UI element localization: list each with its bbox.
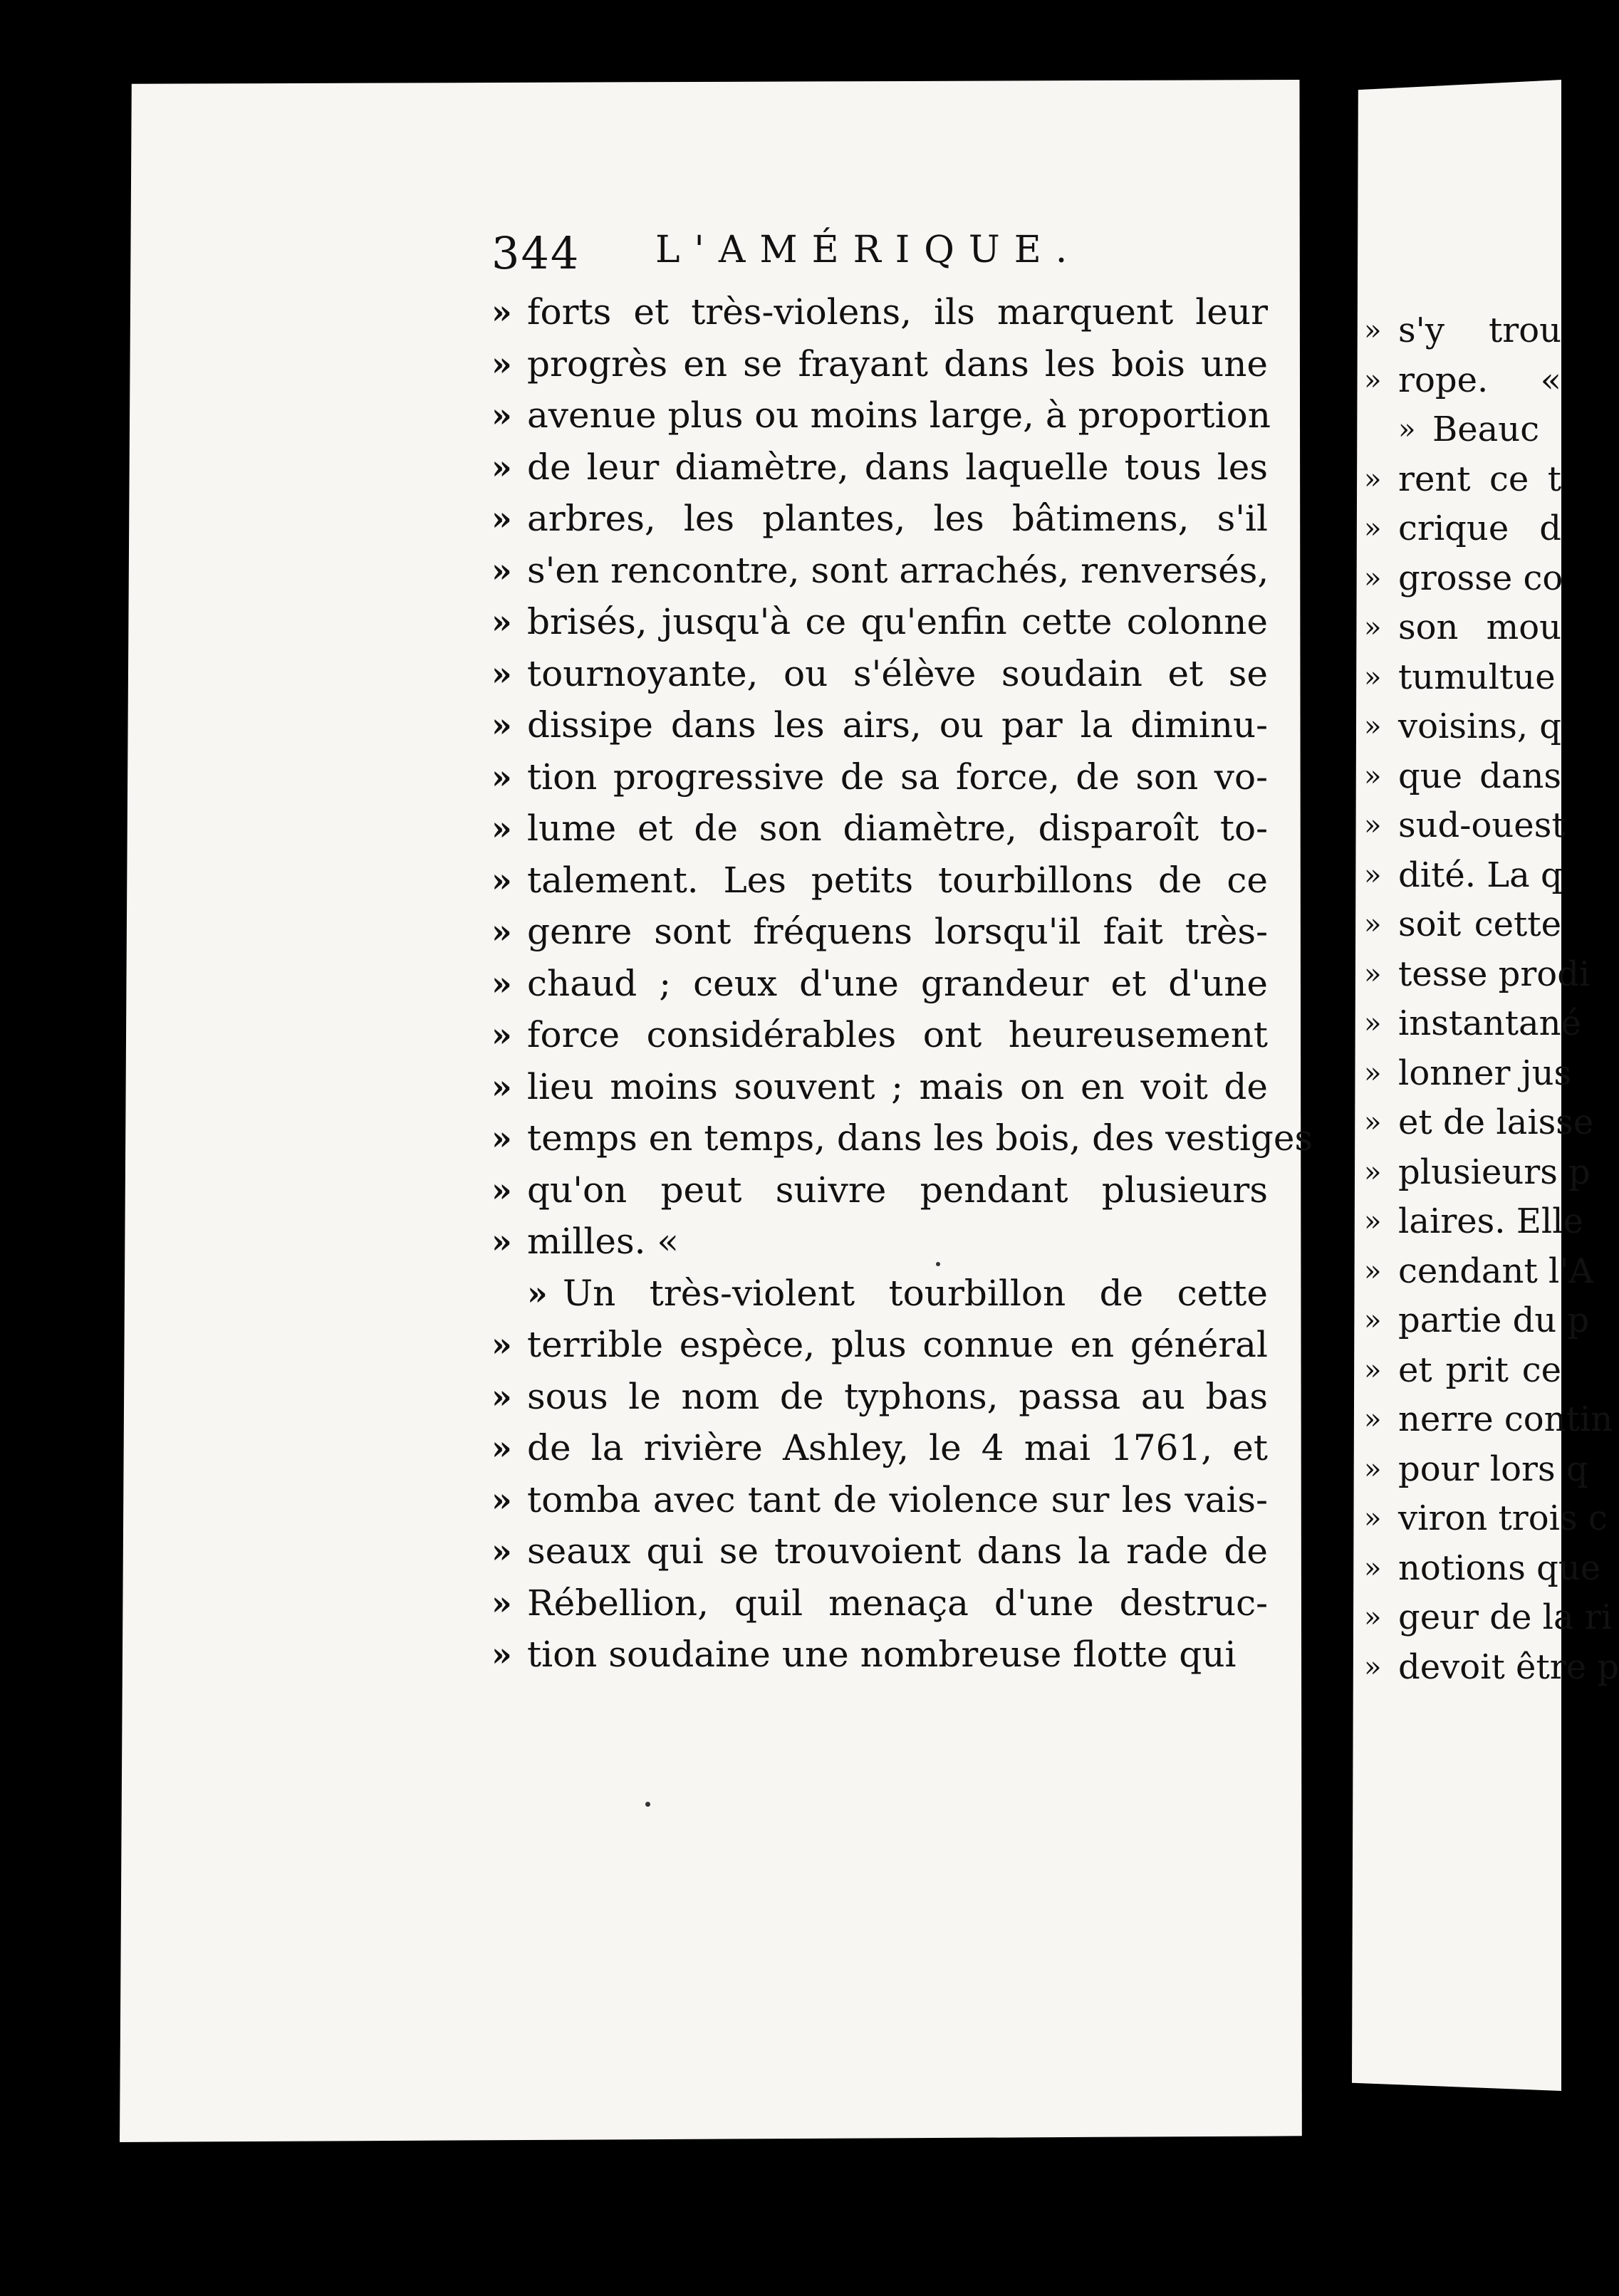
line-text: plusieurs p: [1398, 1152, 1591, 1192]
quote-mark: »: [1364, 1155, 1382, 1189]
line-text: dité. La q: [1398, 855, 1563, 895]
quote-mark: »: [491, 1170, 512, 1209]
right-line: [1364, 405, 1561, 455]
line-text: soit cette: [1398, 904, 1561, 944]
right-line: [1364, 356, 1561, 406]
left-line: [491, 855, 1268, 907]
right-line: [1364, 801, 1566, 851]
right-line: [1364, 851, 1561, 901]
line-text: Rébellion, quil menaça d'une destruc-: [527, 1582, 1268, 1624]
left-line: [491, 286, 1268, 338]
line-text: laires. Elle: [1398, 1201, 1583, 1241]
left-line: [491, 1061, 1268, 1113]
line-text: lume et de son diamètre, disparoît to-: [527, 808, 1268, 849]
right-line: [1364, 306, 1561, 356]
left-line: [491, 751, 1268, 803]
quote-mark: »: [1364, 462, 1382, 496]
quote-mark: »: [1364, 1601, 1382, 1634]
left-line: [491, 1268, 1268, 1320]
line-text: forts et très-violens, ils marquent leur: [527, 291, 1268, 333]
left-line: [491, 906, 1268, 958]
line-text: tion soudaine une nombreuse flotte qui: [527, 1634, 1237, 1675]
right-line: [1364, 1197, 1583, 1247]
quote-mark: »: [491, 293, 512, 331]
quote-mark: »: [1398, 413, 1416, 446]
line-text: que dans: [1398, 756, 1561, 796]
right-line: [1364, 1346, 1561, 1396]
line-text: tomba avec tant de violence sur les vais-: [527, 1478, 1268, 1520]
line-text: lieu moins souvent ; mais on en voit de: [527, 1065, 1268, 1107]
paper-speck: [936, 1262, 940, 1266]
line-text: brisés, jusqu'à ce qu'enfin cette colonne: [527, 601, 1268, 642]
left-line: [491, 699, 1268, 751]
left-line: [491, 1112, 1313, 1164]
right-line: [1364, 999, 1581, 1049]
left-line: [491, 1371, 1268, 1423]
right-line: [1364, 1296, 1590, 1346]
line-text: instantané: [1398, 1003, 1581, 1043]
line-text: genre sont fréquens lorsqu'il fait très-: [527, 911, 1268, 952]
right-line: [1364, 752, 1561, 802]
line-text: temps en temps, dans les bois, des vestiges: [527, 1117, 1313, 1159]
line-text: nerre contin: [1398, 1399, 1613, 1439]
left-page-text: [491, 286, 1313, 1681]
quote-mark: »: [527, 1273, 548, 1313]
quote-mark: »: [491, 1583, 512, 1622]
left-line: [491, 648, 1268, 700]
line-text: lonner jus: [1398, 1053, 1572, 1093]
line-text: dissipe dans les airs, ou par la diminu-: [527, 704, 1268, 746]
right-line: [1364, 455, 1561, 505]
quote-mark: »: [491, 706, 512, 744]
left-line: [491, 442, 1268, 494]
left-line: [491, 1216, 1268, 1268]
quote-mark: »: [1364, 611, 1382, 644]
quote-mark: »: [1364, 957, 1382, 991]
line-text: talement. Les petits tourbillons de ce: [527, 859, 1268, 901]
line-text: progrès en se frayant dans les bois une: [527, 343, 1268, 385]
quote-mark: »: [491, 499, 512, 538]
left-line: [491, 958, 1268, 1010]
line-text: de la rivière Ashley, le 4 mai 1761, et: [527, 1427, 1268, 1468]
quote-mark: »: [1364, 1452, 1382, 1486]
line-text: avenue plus ou moins large, à proportion: [527, 395, 1271, 436]
line-text: geur de la ri: [1398, 1597, 1613, 1637]
quote-mark: »: [491, 1222, 512, 1261]
quote-mark: »: [491, 757, 512, 796]
line-text: et prit ce: [1398, 1350, 1561, 1390]
quote-mark: »: [1364, 314, 1382, 347]
line-text: pour lors q: [1398, 1449, 1588, 1489]
line-text: tesse prodi: [1398, 954, 1591, 994]
right-line: [1364, 1049, 1572, 1099]
quote-mark: »: [491, 1532, 512, 1570]
quote-mark: »: [491, 860, 512, 899]
quote-mark: »: [1364, 1254, 1382, 1288]
right-line: [1364, 1593, 1613, 1643]
right-line: [1364, 900, 1561, 950]
paper-speck: [645, 1802, 650, 1807]
quote-mark: »: [1364, 710, 1382, 743]
quote-mark: »: [1364, 660, 1382, 694]
line-text: Un très-violent tourbillon de cette: [563, 1272, 1268, 1314]
left-line: [491, 545, 1268, 597]
line-text: tournoyante, ou s'élève soudain et se: [527, 652, 1268, 694]
line-text: terrible espèce, plus connue en général: [527, 1324, 1268, 1365]
left-line: [491, 1009, 1268, 1061]
right-line: [1364, 1247, 1594, 1297]
left-line: [491, 1525, 1268, 1577]
quote-mark: »: [491, 964, 512, 1003]
quote-mark: »: [1364, 1106, 1382, 1139]
page-header: [491, 217, 1332, 281]
right-line: [1364, 1148, 1591, 1198]
line-text: partie du p: [1398, 1300, 1590, 1340]
line-text: voisins, q: [1398, 706, 1561, 746]
line-text: grosse co: [1398, 558, 1563, 598]
quote-mark: »: [491, 447, 512, 486]
line-text: viron trois c: [1398, 1498, 1608, 1538]
line-text: rent ce t: [1398, 459, 1561, 499]
right-line: [1364, 1098, 1594, 1148]
line-text: s'y trou: [1398, 311, 1561, 350]
quote-mark: »: [1364, 858, 1382, 892]
right-line: [1364, 1643, 1619, 1693]
quote-mark: »: [1364, 1205, 1382, 1238]
line-text: Beauc: [1432, 409, 1540, 449]
page-number: 344: [491, 227, 581, 279]
left-line: [491, 1422, 1268, 1474]
line-text: tion progressive de sa force, de son vo-: [527, 756, 1268, 798]
quote-mark: »: [491, 1119, 512, 1157]
line-text: rope. «: [1398, 360, 1561, 400]
line-text: devoit être p: [1398, 1647, 1619, 1687]
line-text: qu'on peut suivre pendant plusieurs: [527, 1169, 1268, 1211]
left-line: [491, 596, 1268, 648]
right-line: [1364, 504, 1561, 554]
quote-mark: »: [1364, 1650, 1382, 1684]
line-text: milles. «: [527, 1221, 680, 1262]
left-line: [491, 1629, 1268, 1681]
right-line: [1364, 1494, 1608, 1544]
line-text: notions que: [1398, 1548, 1601, 1588]
quote-mark: »: [491, 1480, 512, 1519]
left-line: [491, 803, 1268, 855]
quote-mark: »: [491, 1429, 512, 1467]
left-line: [491, 1164, 1268, 1216]
quote-mark: »: [1364, 1007, 1382, 1040]
right-line: [1364, 554, 1561, 604]
quote-mark: »: [1364, 1056, 1382, 1090]
right-line: [1364, 1395, 1613, 1445]
right-line: [1364, 1445, 1588, 1495]
quote-mark: »: [1364, 1551, 1382, 1585]
line-text: chaud ; ceux d'une grandeur et d'une: [527, 962, 1268, 1004]
right-line: [1364, 950, 1591, 1000]
left-line: [491, 1319, 1268, 1371]
right-line: [1364, 1544, 1601, 1594]
quote-mark: »: [491, 396, 512, 434]
quote-mark: »: [1364, 512, 1382, 545]
line-text: s'en rencontre, sont arrachés, renversés,: [527, 549, 1269, 591]
line-text: sud-ouest: [1398, 805, 1566, 845]
left-line: [491, 493, 1268, 545]
left-line: [491, 338, 1268, 390]
line-text: tumultue: [1398, 657, 1556, 697]
quote-mark: »: [1364, 759, 1382, 793]
quote-mark: »: [1364, 908, 1382, 941]
line-text: crique d: [1398, 508, 1561, 548]
quote-mark: »: [491, 912, 512, 951]
left-line: [491, 1474, 1268, 1526]
quote-mark: »: [491, 550, 512, 590]
quote-mark: »: [491, 1635, 512, 1674]
line-text: sous le nom de typhons, passa au bas: [527, 1375, 1268, 1417]
right-page-text: [1364, 306, 1619, 1692]
quote-mark: »: [491, 809, 512, 847]
line-text: cendant l'A: [1398, 1251, 1594, 1291]
quote-mark: »: [491, 1067, 512, 1106]
quote-mark: »: [1364, 363, 1382, 397]
quote-mark: »: [491, 344, 512, 383]
quote-mark: »: [1364, 561, 1382, 595]
quote-mark: »: [491, 1016, 512, 1054]
quote-mark: »: [491, 1325, 512, 1364]
left-line: [491, 1577, 1268, 1629]
right-line: [1364, 702, 1561, 752]
quote-mark: »: [1364, 1304, 1382, 1337]
quote-mark: »: [491, 654, 512, 693]
quote-mark: »: [1364, 1353, 1382, 1387]
quote-mark: »: [1364, 1403, 1382, 1436]
quote-mark: »: [1364, 809, 1382, 842]
right-line: [1364, 653, 1561, 703]
running-head: L'AMÉRIQUE.: [655, 229, 1082, 271]
line-text: force considérables ont heureusement: [527, 1014, 1268, 1055]
line-text: seaux qui se trouvoient dans la rade de: [527, 1530, 1268, 1572]
quote-mark: »: [491, 1377, 512, 1416]
left-line: [491, 390, 1271, 442]
quote-mark: »: [1364, 1502, 1382, 1535]
quote-mark: »: [491, 602, 512, 641]
line-text: de leur diamètre, dans laquelle tous les: [527, 446, 1268, 488]
line-text: arbres, les plantes, les bâtimens, s'il: [527, 498, 1268, 539]
line-text: son mou: [1398, 607, 1561, 647]
line-text: et de laisse: [1398, 1102, 1594, 1142]
right-line: [1364, 603, 1561, 653]
